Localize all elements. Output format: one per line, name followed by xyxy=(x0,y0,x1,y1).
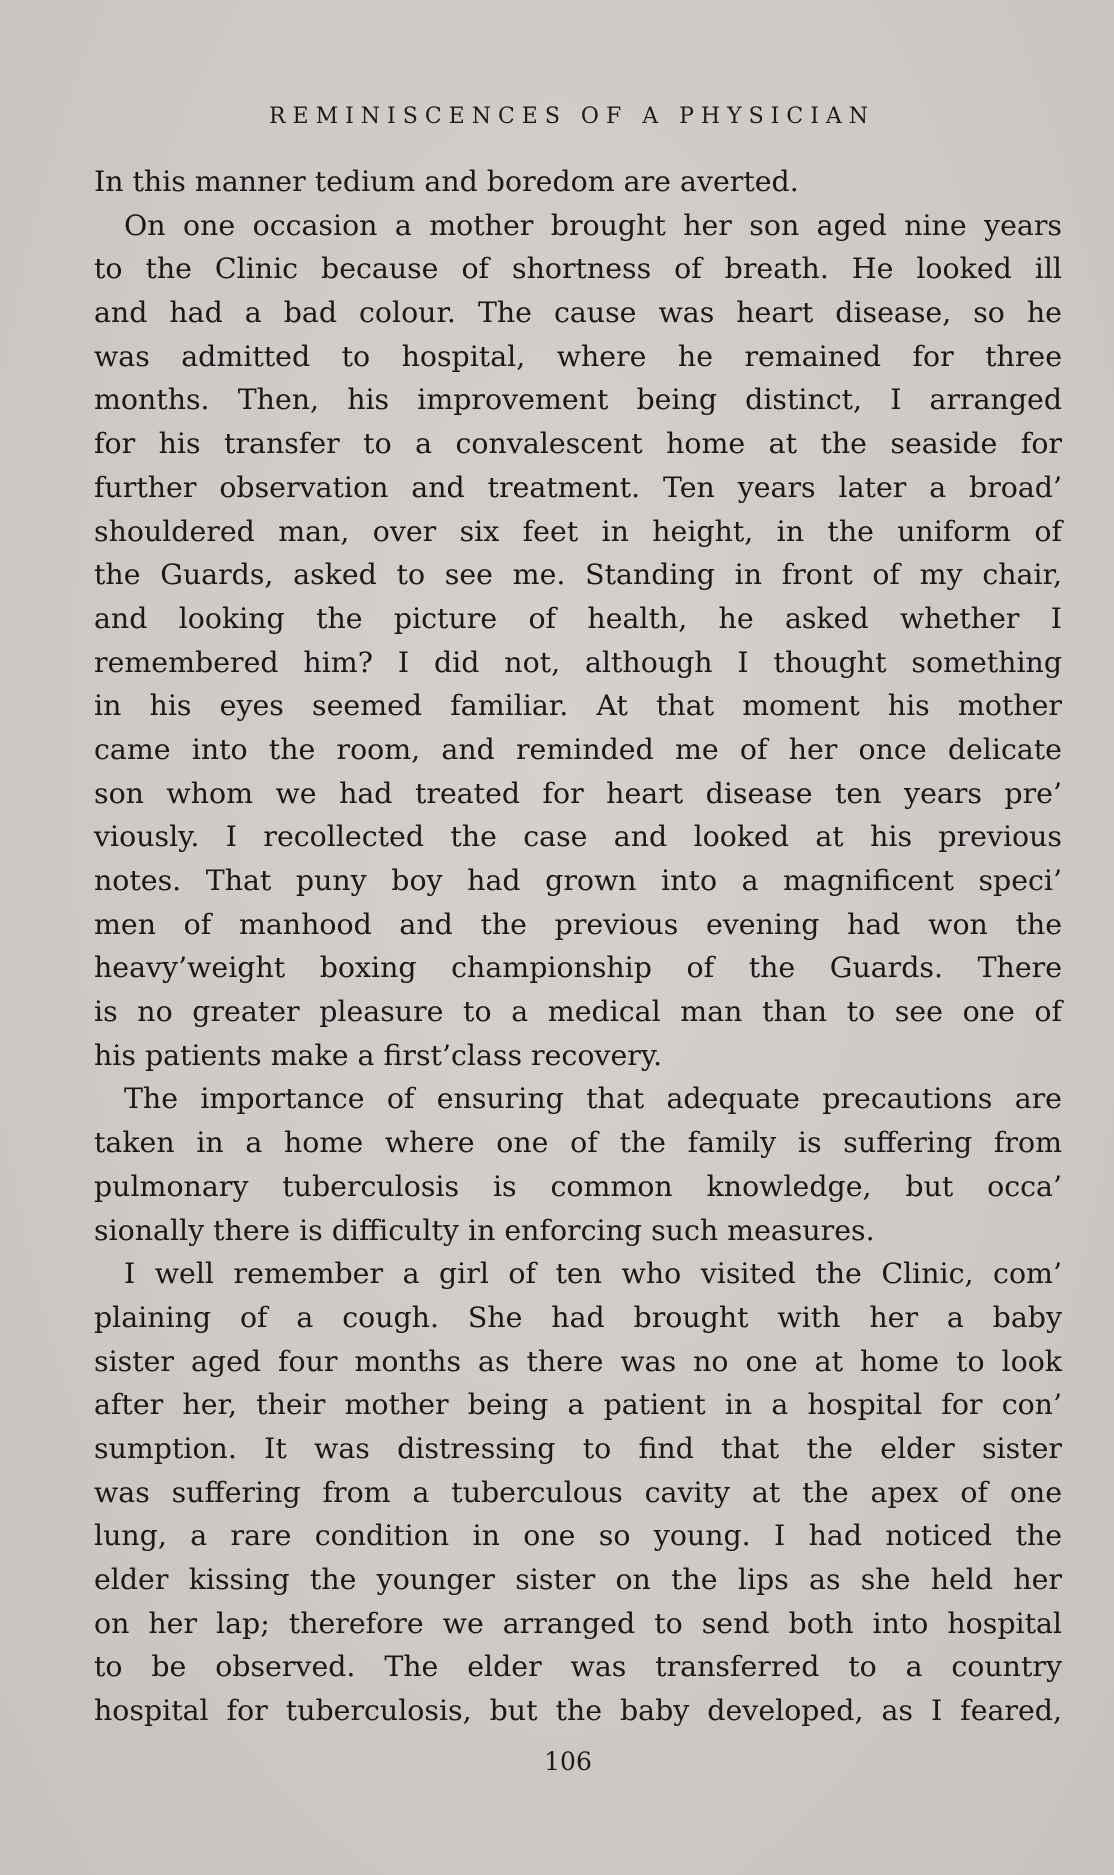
text-line: came into the room, and reminded me of her once delicate xyxy=(94,732,1062,766)
text-line: elder kissing the younger sister on the lips as she held her xyxy=(94,1563,1062,1596)
text-line: was suffering from a tuberculous cavity at the apex of one xyxy=(94,1475,1062,1509)
page-number: 106 xyxy=(544,1747,592,1776)
text-line: remembered him? I did not, although I thought something xyxy=(94,645,1062,679)
text-line: further observation and treatment. Ten years later a broad’ xyxy=(94,470,1062,504)
text-line: lung, a rare condition in one so young. I had noticed the xyxy=(94,1519,1062,1553)
text-line: to be observed. The elder was transferred to a country xyxy=(94,1650,1062,1684)
text-line: sumption. It was distressing to find that the elder sister xyxy=(94,1431,1062,1465)
text-line: months. Then, his improvement being distinct, I arranged xyxy=(94,383,1062,417)
body-text xyxy=(94,160,1062,1733)
text-line: after her, their mother being a patient in a hospital for con’ xyxy=(94,1388,1062,1422)
text-line: pulmonary tuberculosis is common knowledge, but occa’ xyxy=(94,1169,1062,1203)
text-line: and had a bad colour. The cause was heart disease, so he xyxy=(94,296,1062,330)
text-line: heavy’weight boxing championship of the Guards. There xyxy=(94,951,1062,985)
text-line: and looking the picture of health, he asked whether I xyxy=(94,601,1062,635)
text-line: his patients make a first’class recovery. xyxy=(94,1038,663,1072)
text-line: I well remember a girl of ten who visited the Clinic, com’ xyxy=(124,1257,1062,1291)
text-line: viously. I recollected the case and looked at his previous xyxy=(94,820,1062,854)
text-line: The importance of ensuring that adequate precautions are xyxy=(124,1082,1062,1116)
text-line: is no greater pleasure to a medical man than to see one of xyxy=(94,995,1062,1029)
text-line: hospital for tuberculosis, but the baby developed, as I feared, xyxy=(94,1694,1062,1728)
text-line: notes. That puny boy had grown into a magnificent speci’ xyxy=(94,864,1062,897)
text-line: taken in a home where one of the family is suffering from xyxy=(94,1126,1062,1160)
text-line: on her lap; therefore we arranged to send both into hospital xyxy=(94,1606,1062,1640)
text-line: the Guards, asked to see me. Standing in front of my chair, xyxy=(94,558,1062,592)
text-line: men of manhood and the previous evening had won the xyxy=(94,907,1062,941)
text-line: for his transfer to a convalescent home at the seaside for xyxy=(94,427,1062,461)
text-line: to the Clinic because of shortness of breath. He looked ill xyxy=(94,252,1062,286)
text-line: In this manner tedium and boredom are averted. xyxy=(94,165,799,198)
text-line: son whom we had treated for heart disease ten years pre’ xyxy=(94,776,1062,810)
text-line: sionally there is difficulty in enforcing such measures. xyxy=(94,1213,875,1247)
text-line: was admitted to hospital, where he remained for three xyxy=(94,339,1062,373)
text-line: in his eyes seemed familiar. At that moment his mother xyxy=(94,689,1062,723)
running-head: REMINISCENCES OF A PHYSICIAN xyxy=(268,104,876,129)
text-line: plaining of a cough. She had brought with her a baby xyxy=(94,1300,1062,1334)
text-line: shouldered man, over six feet in height, in the uniform of xyxy=(94,514,1062,548)
text-line: sister aged four months as there was no one at home to look xyxy=(94,1344,1062,1378)
text-line: On one occasion a mother brought her son aged nine years xyxy=(124,208,1062,242)
